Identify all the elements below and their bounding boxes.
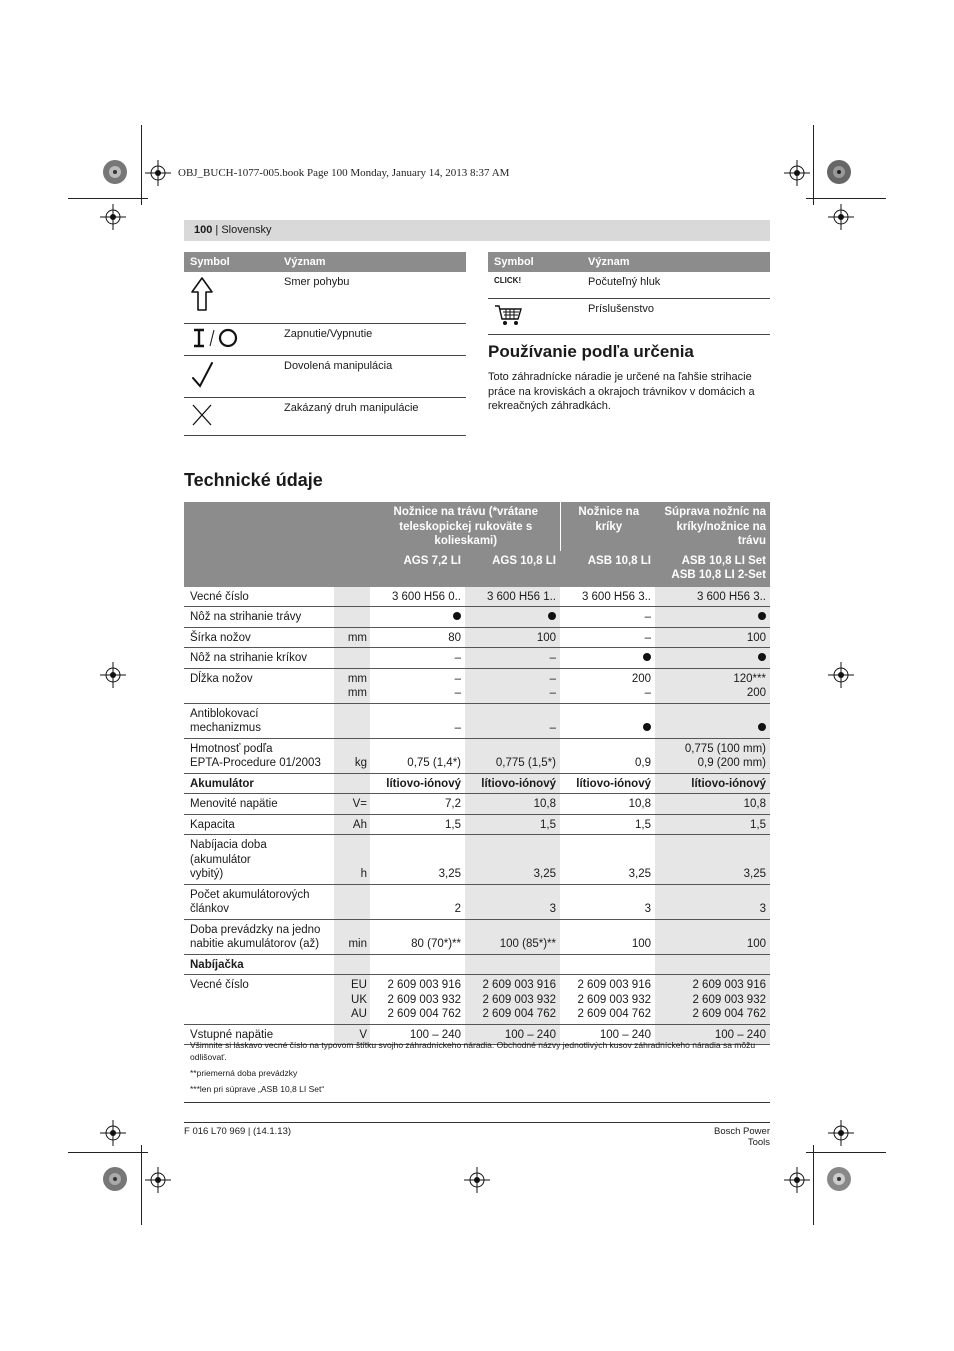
row-unit: EU UK AU: [334, 975, 370, 1025]
row-unit: [334, 884, 370, 919]
footer-rule: [184, 1122, 770, 1123]
group-header-set: Súprava nožníc na kríky/nožnice na trávu: [655, 502, 770, 551]
row-value: –: [465, 648, 560, 669]
row-label: Akumulátor: [184, 773, 334, 794]
tech-row: [184, 738, 770, 773]
row-unit: [334, 954, 370, 975]
cross-icon: [190, 402, 214, 428]
symbol-cell: [184, 397, 278, 435]
crosshair-icon: [828, 662, 854, 688]
header-empty: [334, 502, 370, 551]
filled-dot-icon: [453, 612, 461, 620]
row-value: 100: [465, 627, 560, 648]
crosshair-icon: [145, 1167, 171, 1193]
row-value: 7,2: [370, 794, 465, 815]
row-value: 100 (85*)**: [465, 919, 560, 954]
header-empty: [334, 551, 370, 587]
row-value: [560, 703, 655, 738]
print-header: OBJ_BUCH-1077-005.book Page 100 Monday, January 14, 2013 8:37 AM: [178, 167, 510, 179]
row-unit: V=: [334, 794, 370, 815]
row-label: Vecné číslo: [184, 975, 334, 1025]
header-empty: [184, 551, 334, 587]
row-value: – –: [465, 668, 560, 703]
crop-mark: [806, 198, 886, 199]
row-value: 3 600 H56 0..: [370, 587, 465, 607]
row-value: – –: [370, 668, 465, 703]
row-label: Hmotnosť podľa EPTA-Procedure 01/2003: [184, 738, 334, 773]
row-value: 100 – 240: [465, 1024, 560, 1045]
usage-title: Používanie podľa určenia: [488, 342, 694, 361]
registration-wheel-icon: [102, 159, 128, 185]
arrow-up-icon: [190, 276, 214, 312]
col-header-meaning: Význam: [278, 252, 466, 272]
row-value: 2 609 003 916 2 609 003 932 2 609 004 762: [560, 975, 655, 1025]
row-value: 100: [560, 919, 655, 954]
crosshair-icon: [100, 204, 126, 230]
footnote: **priemerná doba prevádzky: [190, 1068, 298, 1078]
filled-dot-icon: [758, 612, 766, 620]
symbol-cell: [184, 272, 278, 323]
crosshair-icon: [828, 204, 854, 230]
row-value: [560, 648, 655, 669]
model-header: AGS 7,2 LI: [370, 551, 465, 587]
symbol-table-left: [184, 252, 466, 436]
tech-row: [184, 814, 770, 835]
row-value: 3,25: [655, 835, 770, 885]
row-label: Doba prevádzky na jedno nabitie akumulátorov (až): [184, 919, 334, 954]
crop-mark: [68, 1152, 148, 1153]
model-header: ASB 10,8 LI Set ASB 10,8 LI 2-Set: [655, 551, 770, 587]
symbol-meaning: Dovolená manipulácia: [278, 355, 466, 397]
filled-dot-icon: [758, 653, 766, 661]
row-value: 100: [655, 919, 770, 954]
tech-row: [184, 773, 770, 794]
shopping-cart-icon: [494, 303, 524, 327]
row-value: 10,8: [465, 794, 560, 815]
row-value: –: [560, 607, 655, 628]
row-unit: mm mm: [334, 668, 370, 703]
row-label: Nabíjačka: [184, 954, 334, 975]
registration-wheel-icon: [102, 1166, 128, 1192]
row-value: 120*** 200: [655, 668, 770, 703]
row-value: 0,9: [560, 738, 655, 773]
footer-brand: Bosch Power Tools: [714, 1126, 770, 1148]
row-value: lítiovo-iónový: [465, 773, 560, 794]
tech-row: [184, 668, 770, 703]
crop-mark: [68, 198, 148, 199]
model-header: ASB 10,8 LI: [560, 551, 655, 587]
row-value: 80 (70*)**: [370, 919, 465, 954]
crosshair-icon: [100, 662, 126, 688]
row-value: [370, 954, 465, 975]
row-value: [465, 954, 560, 975]
filled-dot-icon: [758, 723, 766, 731]
crop-mark: [141, 1145, 142, 1225]
tech-row: [184, 954, 770, 975]
row-unit: [334, 648, 370, 669]
row-value: [560, 954, 655, 975]
row-value: 3,25: [370, 835, 465, 885]
tech-row: [184, 703, 770, 738]
row-unit: [334, 607, 370, 628]
row-value: [370, 607, 465, 628]
click-symbol: CLICK!: [488, 272, 582, 298]
row-value: 3 600 H56 3..: [655, 587, 770, 607]
row-unit: [334, 703, 370, 738]
symbol-cell: [184, 355, 278, 397]
notes-rule: [184, 1102, 770, 1103]
crosshair-icon: [145, 160, 171, 186]
symbol-cell: [488, 298, 582, 334]
row-value: –: [465, 703, 560, 738]
row-label: Menovité napätie: [184, 794, 334, 815]
crosshair-icon: [100, 1120, 126, 1146]
registration-wheel-icon: [826, 1166, 852, 1192]
header-empty: [184, 502, 334, 551]
footer-doc-id: F 016 L70 969 | (14.1.13): [184, 1126, 292, 1137]
symbol-meaning: Počuteľný hluk: [582, 272, 770, 298]
row-unit: V: [334, 1024, 370, 1045]
tech-row: [184, 975, 770, 1025]
row-value: [655, 648, 770, 669]
tech-body: [184, 587, 770, 1045]
row-value: 10,8: [560, 794, 655, 815]
model-header: AGS 10,8 LI: [465, 551, 560, 587]
tech-row: [184, 835, 770, 885]
row-value: 1,5: [655, 814, 770, 835]
row-unit: h: [334, 835, 370, 885]
row-value: 2 609 003 916 2 609 003 932 2 609 004 762: [370, 975, 465, 1025]
row-value: [655, 954, 770, 975]
tech-row: [184, 884, 770, 919]
row-value: 3,25: [465, 835, 560, 885]
row-label: Šírka nožov: [184, 627, 334, 648]
row-value: 2: [370, 884, 465, 919]
tech-row: [184, 587, 770, 607]
footnote: Všimnite si láskavo vecné číslo na typovom štítku svojho záhradníckeho náradia. Obchodné názvy jednotlivých kusov záhradníckeho náradia sa môžu odlišovať.: [190, 1040, 756, 1062]
row-value: 1,5: [370, 814, 465, 835]
row-label: Nabíjacia doba (akumulátor vybitý): [184, 835, 334, 885]
filled-dot-icon: [643, 653, 651, 661]
symbol-meaning: Zapnutie/Vypnutie: [278, 323, 466, 355]
crop-mark: [813, 125, 814, 205]
row-value: 100: [655, 627, 770, 648]
row-label: Vstupné napätie: [184, 1024, 334, 1045]
group-header-shrub-shears: Nožnice na kríky: [560, 502, 655, 551]
page-bar: [184, 220, 770, 241]
tech-title: Technické údaje: [184, 470, 323, 490]
usage-text: Toto záhradnícke náradie je určené na ľahšie strihacie práce na kroviskách a okrajoch trávnikov v domácich a rekreačných záhradkách.: [488, 371, 755, 412]
row-value: 2 609 003 916 2 609 003 932 2 609 004 762: [465, 975, 560, 1025]
crosshair-icon: [784, 160, 810, 186]
crosshair-icon: [784, 1167, 810, 1193]
row-value: 200 –: [560, 668, 655, 703]
row-value: –: [560, 627, 655, 648]
row-value: 3: [465, 884, 560, 919]
row-label: Vecné číslo: [184, 587, 334, 607]
row-value: 1,5: [560, 814, 655, 835]
row-value: [465, 607, 560, 628]
row-unit: min: [334, 919, 370, 954]
row-value: lítiovo-iónový: [655, 773, 770, 794]
row-value: 2 609 003 916 2 609 003 932 2 609 004 762: [655, 975, 770, 1025]
row-label: Počet akumulátorových článkov: [184, 884, 334, 919]
registration-wheel-icon: [826, 159, 852, 185]
row-label: Nôž na strihanie trávy: [184, 607, 334, 628]
col-header-meaning: Význam: [582, 252, 770, 272]
crop-mark: [141, 125, 142, 205]
tech-row: [184, 919, 770, 954]
tech-row: [184, 627, 770, 648]
group-header-grass-shears: Nožnice na trávu (*vrátane teleskopickej rukoväte s kolieskami): [370, 502, 560, 551]
row-label: Kapacita: [184, 814, 334, 835]
row-label: Dĺžka nožov: [184, 668, 334, 703]
footnotes: [190, 1039, 770, 1099]
tech-data-table: [184, 502, 770, 1045]
row-unit: kg: [334, 738, 370, 773]
row-value: 100 – 240: [370, 1024, 465, 1045]
filled-dot-icon: [548, 612, 556, 620]
symbol-meaning: Príslušenstvo: [582, 298, 770, 334]
row-value: 3,25: [560, 835, 655, 885]
crosshair-icon: [464, 1167, 490, 1193]
row-value: 3 600 H56 3..: [560, 587, 655, 607]
symbol-meaning: Smer pohybu: [278, 272, 466, 323]
row-unit: [334, 587, 370, 607]
row-value: lítiovo-iónový: [560, 773, 655, 794]
tech-row: [184, 648, 770, 669]
row-label: Antiblokovací mechanizmus: [184, 703, 334, 738]
col-header-symbol: Symbol: [184, 252, 278, 272]
row-value: 100 – 240: [655, 1024, 770, 1045]
row-value: 3: [655, 884, 770, 919]
footnote: ***len pri súprave „ASB 10,8 LI Set“: [190, 1084, 325, 1094]
crop-mark: [813, 1145, 814, 1225]
row-value: –: [370, 703, 465, 738]
row-value: [655, 607, 770, 628]
row-value: 0,75 (1,4*): [370, 738, 465, 773]
power-on-off-icon: [190, 328, 242, 348]
row-value: –: [370, 648, 465, 669]
tech-row: [184, 794, 770, 815]
symbol-cell: [184, 323, 278, 355]
row-value: lítiovo-iónový: [370, 773, 465, 794]
tech-row: [184, 607, 770, 628]
row-value: 1,5: [465, 814, 560, 835]
checkmark-icon: [190, 360, 216, 390]
symbol-meaning: Zakázaný druh manipulácie: [278, 397, 466, 435]
page-number: 100: [194, 224, 213, 236]
row-unit: [334, 773, 370, 794]
row-value: 80: [370, 627, 465, 648]
col-header-symbol: Symbol: [488, 252, 582, 272]
symbol-table-right: [488, 252, 770, 335]
crop-mark: [806, 1152, 886, 1153]
row-value: [655, 703, 770, 738]
row-value: 100 – 240: [560, 1024, 655, 1045]
row-value: 10,8: [655, 794, 770, 815]
row-unit: mm: [334, 627, 370, 648]
row-value: 0,775 (100 mm) 0,9 (200 mm): [655, 738, 770, 773]
row-value: 3: [560, 884, 655, 919]
filled-dot-icon: [643, 723, 651, 731]
crosshair-icon: [828, 1120, 854, 1146]
row-label: Nôž na strihanie kríkov: [184, 648, 334, 669]
section-name: | Slovensky: [215, 224, 272, 236]
row-unit: Ah: [334, 814, 370, 835]
row-value: 3 600 H56 1..: [465, 587, 560, 607]
row-value: 0,775 (1,5*): [465, 738, 560, 773]
